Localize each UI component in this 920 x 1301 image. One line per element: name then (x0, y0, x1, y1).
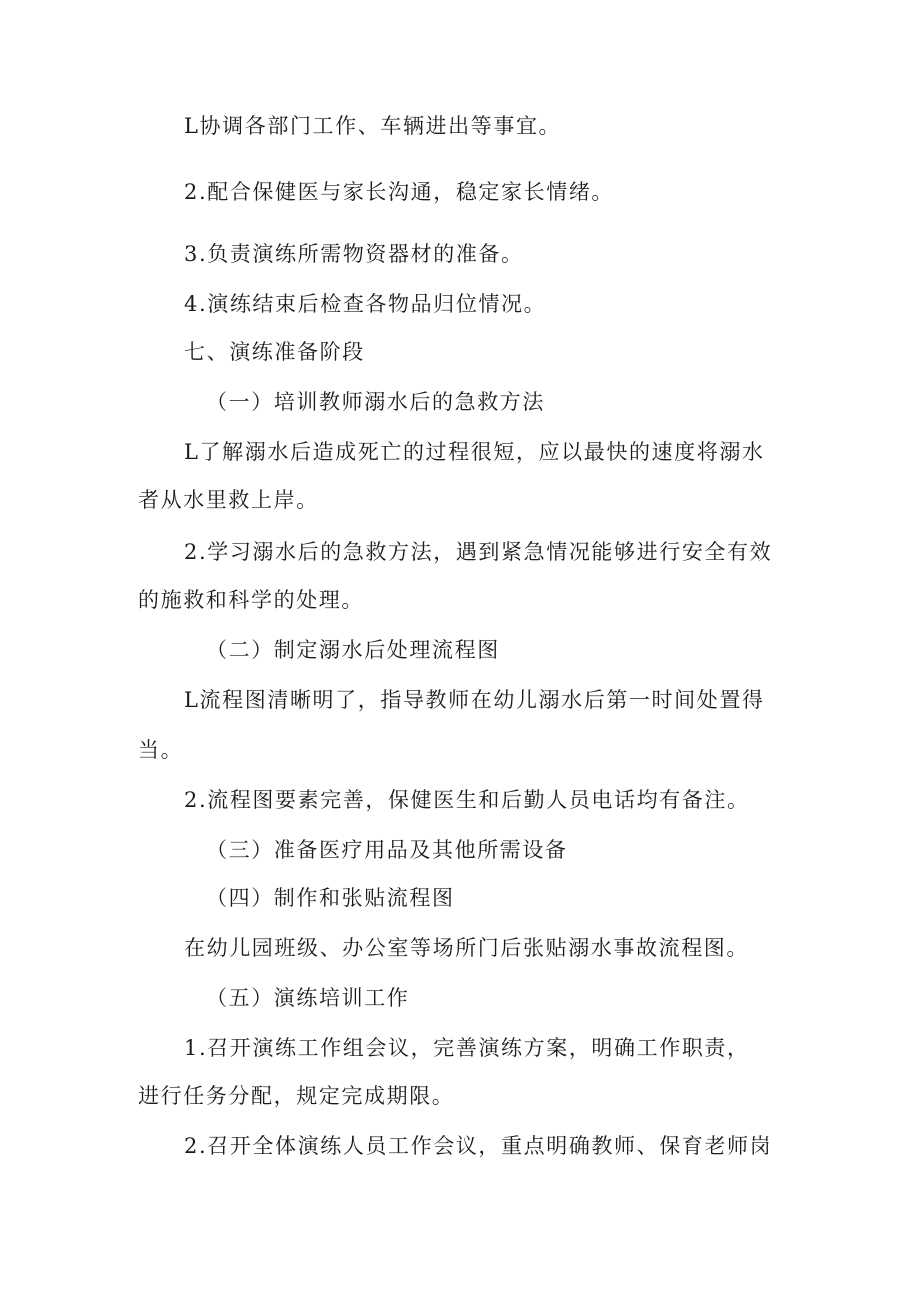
paragraph-line: 1.召开演练工作组会议，完善演练方案，明确工作职责， (184, 1036, 750, 1060)
paragraph-line: 者从水里救上岸。 (138, 488, 319, 512)
paragraph-line: 2.学习溺水后的急救方法，遇到紧急情况能够进行安全有效 (184, 540, 773, 564)
subsection-heading: （一）培训教师溺水后的急救方法 (206, 390, 545, 414)
subsection-heading: （五）演练培训工作 (206, 986, 410, 1010)
paragraph-line: 进行任务分配，规定完成期限。 (138, 1084, 455, 1108)
paragraph-line: 在幼儿园班级、办公室等场所门后张贴溺水事故流程图。 (184, 936, 749, 960)
subsection-heading: （三）准备医疗用品及其他所需设备 (206, 838, 568, 862)
section-heading: 七、演练准备阶段 (184, 340, 365, 364)
paragraph-line: 的施救和科学的处理。 (138, 588, 364, 612)
paragraph-line: L流程图清晰明了，指导教师在幼儿溺水后第一时间处置得 (184, 688, 765, 712)
paragraph-line: L协调各部门工作、车辆进出等事宜。 (184, 114, 562, 138)
paragraph-line: 2.流程图要素完善，保健医生和后勤人员电话均有备注。 (184, 788, 750, 812)
paragraph-line: 4.演练结束后检查各物品归位情况。 (184, 292, 547, 316)
paragraph-line: 2.召开全体演练人员工作会议，重点明确教师、保育老师岗 (184, 1134, 773, 1158)
paragraph-line: 2.配合保健医与家长沟通，稳定家长情绪。 (184, 180, 615, 204)
paragraph-line: 3.负责演练所需物资器材的准备。 (184, 242, 524, 266)
paragraph-line: 当。 (138, 738, 184, 762)
paragraph-line: L了解溺水后造成死亡的过程很短，应以最快的速度将溺水 (184, 440, 765, 464)
subsection-heading: （四）制作和张贴流程图 (206, 886, 455, 910)
subsection-heading: （二）制定溺水后处理流程图 (206, 638, 500, 662)
